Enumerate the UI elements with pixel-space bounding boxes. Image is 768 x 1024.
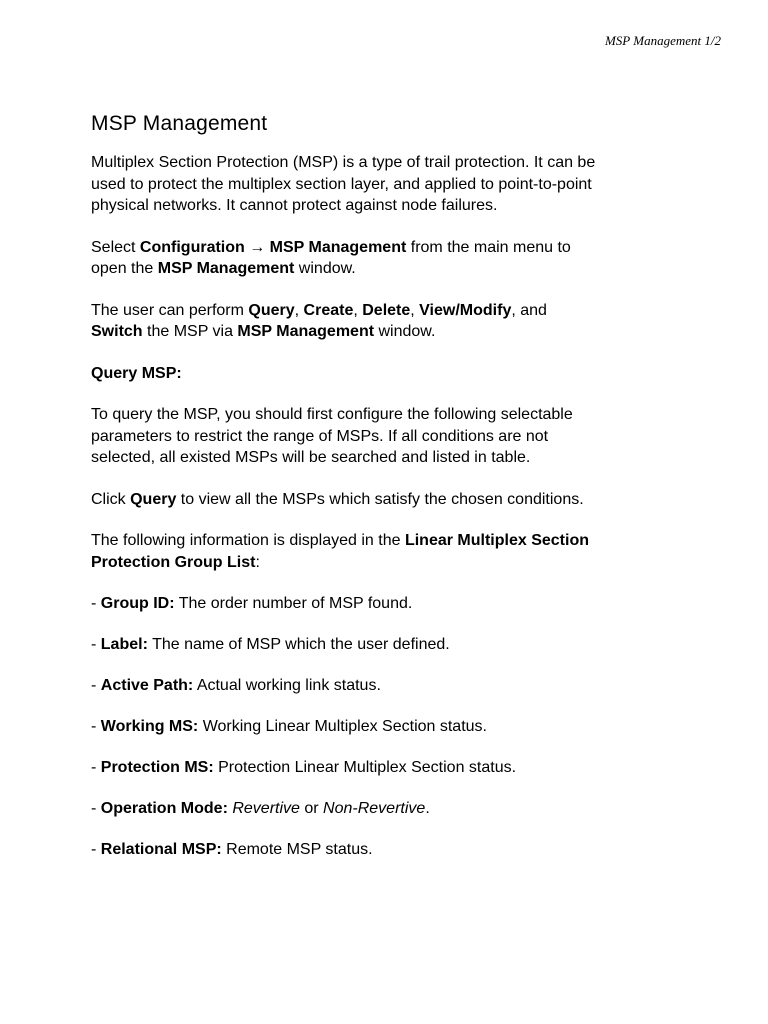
item-desc: Working Linear Multiplex Section status. [198, 718, 487, 735]
item-desc: Remote MSP status. [221, 841, 373, 858]
query-line-3: selected, all existed MSPs will be searched and listed in table. [91, 449, 531, 466]
text-run: . [425, 800, 430, 817]
document-body [91, 112, 691, 880]
perform-paragraph [91, 300, 691, 343]
following-paragraph [91, 530, 691, 573]
intro-line-1: Multiplex Section Protection (MSP) is a type of trail protection. It can be [91, 154, 596, 171]
action-view-modify: View/Modify [419, 301, 512, 319]
text-run: : [255, 553, 260, 571]
item-dash: - [91, 800, 101, 817]
select-paragraph [91, 237, 691, 280]
list-name-part-2: Protection Group List [91, 553, 256, 571]
text-run: , and [511, 301, 547, 319]
window-name: MSP Management [157, 260, 295, 277]
item-desc: Protection Linear Multiplex Section status. [213, 759, 517, 776]
list-item [91, 634, 691, 656]
text-run: , [353, 301, 363, 319]
query-heading [91, 363, 691, 385]
item-dash: - [91, 841, 101, 858]
text-run: from the main menu to [406, 238, 571, 256]
query-line-2: parameters to restrict the range of MSPs. If all conditions are not [91, 427, 549, 445]
item-term: Group ID: [100, 595, 175, 612]
text-run: , [410, 301, 420, 319]
text-run: The following information is displayed in the [91, 532, 405, 549]
item-dash: - [91, 718, 101, 735]
text-run: or [299, 800, 324, 817]
item-term: Active Path: [100, 677, 194, 694]
text-run: Click [91, 490, 131, 508]
menu-path: Configuration → MSP Management [139, 238, 407, 256]
item-dash: - [91, 636, 101, 653]
window-name: MSP Management [237, 323, 375, 340]
mode-revertive: Revertive [232, 800, 300, 817]
item-dash: - [91, 759, 101, 776]
action-delete: Delete [362, 301, 411, 319]
item-desc: Actual working link status. [193, 677, 381, 694]
query-paragraph [91, 404, 691, 469]
text-run: window. [294, 260, 356, 277]
text-run: The user can perform [91, 301, 249, 319]
mode-non-revertive: Non-Revertive [323, 800, 426, 817]
item-desc: The name of MSP which the user defined. [147, 636, 450, 653]
text-run: , [294, 301, 304, 319]
item-term: Working MS: [100, 718, 199, 735]
item-term: Operation Mode: [100, 800, 228, 817]
text-run: open the [91, 260, 158, 277]
list-item [91, 593, 691, 615]
list-item [91, 675, 691, 697]
list-item [91, 716, 691, 738]
list-name-part-1: Linear Multiplex Section [404, 532, 589, 549]
action-switch: Switch [91, 323, 143, 340]
query-button-ref: Query [130, 490, 177, 508]
item-dash: - [91, 595, 101, 612]
query-line-1: To query the MSP, you should first configure the following selectable [91, 406, 573, 423]
text-run: Select [91, 238, 140, 256]
intro-line-2: used to protect the multiplex section layer, and applied to point-to-point [91, 175, 592, 193]
text-run: window. [374, 323, 436, 340]
action-query: Query [248, 301, 295, 319]
intro-paragraph [91, 152, 691, 217]
list-item [91, 839, 691, 861]
list-item [91, 798, 691, 820]
list-item [91, 757, 691, 779]
section-heading: Query MSP: [91, 364, 182, 382]
running-header: MSP Management 1/2 [604, 33, 721, 48]
intro-line-3: physical networks. It cannot protect against node failures. [91, 197, 498, 214]
item-term: Label: [100, 636, 148, 653]
item-dash: - [91, 677, 101, 694]
item-desc: The order number of MSP found. [174, 595, 413, 612]
item-term: Relational MSP: [100, 841, 222, 858]
text-run: to view all the MSPs which satisfy the chosen conditions. [176, 490, 584, 508]
page-title: MSP Management [91, 112, 268, 135]
click-paragraph [91, 489, 691, 511]
action-create: Create [303, 301, 354, 319]
item-term: Protection MS: [100, 759, 214, 776]
text-run: the MSP via [142, 323, 238, 340]
